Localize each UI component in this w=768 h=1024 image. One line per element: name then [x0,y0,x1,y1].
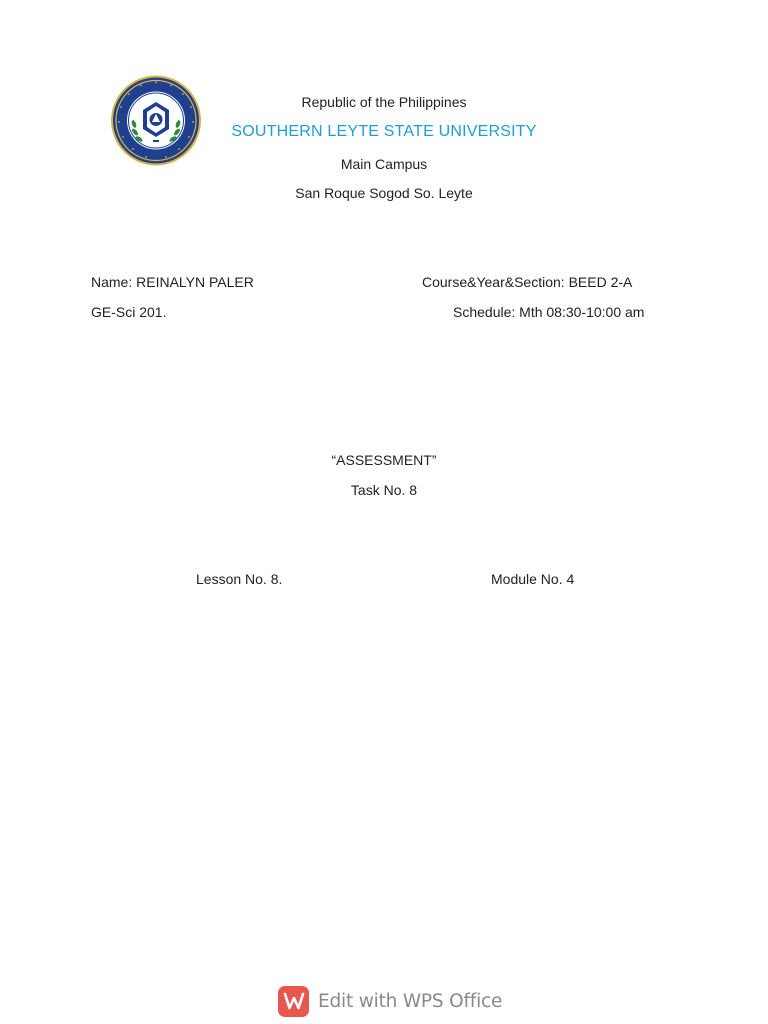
lesson-number: Lesson No. 8. [196,571,283,587]
task-number: Task No. 8 [350,482,418,498]
country-line: Republic of the Philippines [301,94,467,110]
edit-with-wps-label: Edit with WPS Office [318,990,503,1012]
university-seal-icon [111,74,201,167]
module-number: Module No. 4 [491,571,575,587]
campus-line: Main Campus [340,156,428,172]
class-schedule: Schedule: Mth 08:30-10:00 am [453,304,645,320]
university-name: SOUTHERN LEYTE STATE UNIVERSITY [231,123,537,140]
edit-with-wps-button[interactable] [278,985,502,1017]
wps-logo-icon [278,986,309,1017]
subject-code: GE-Sci 201. [91,304,167,320]
assessment-title: “ASSESSMENT” [331,452,437,468]
student-name: Name: REINALYN PALER [91,274,254,290]
course-year-section: Course&Year&Section: BEED 2-A [422,274,633,290]
address-line: San Roque Sogod So. Leyte [295,185,473,201]
